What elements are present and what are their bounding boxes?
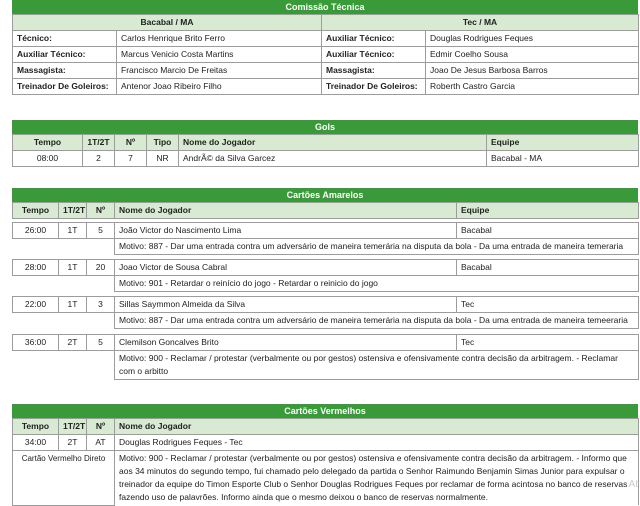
staff-name: Carlos Henrique Brito Ferro (117, 31, 322, 47)
staff-name: Edmir Coelho Sousa (426, 47, 639, 63)
card-time: 36:00 (13, 335, 59, 351)
col-equipe: Equipe (457, 203, 639, 219)
col-jogador: Nome do Jogador (179, 135, 487, 151)
card-team: Bacabal (457, 223, 639, 239)
card-player: João Victor do Nascimento Lima (115, 223, 457, 239)
card-number: 20 (87, 260, 115, 276)
card-time: 26:00 (13, 223, 59, 239)
table-row (13, 260, 639, 276)
staff-role: Massagista: (322, 63, 426, 79)
staff-role: Treinador De Goleiros: (322, 79, 426, 95)
yellow-card-entry (12, 296, 638, 329)
card-reason: Motivo: 900 - Reclamar / protestar (verbalmente ou por gestos) ostensiva e ofensivamente contra decisão da arbitragem. - Reclamar com o arbitto (115, 351, 639, 380)
col-jogador: Nome do Jogador (115, 203, 457, 219)
card-number: 5 (87, 335, 115, 351)
staff-role: Auxiliar Técnico: (322, 31, 426, 47)
card-team: Tec (457, 297, 639, 313)
col-periodo: 1T/2T (59, 419, 87, 435)
col-numero: Nº (115, 135, 147, 151)
col-tipo: Tipo (147, 135, 179, 151)
card-player: Sillas Saymmon Almeida da Silva (115, 297, 457, 313)
card-period: 2T (59, 335, 87, 351)
card-reason: Motivo: 887 - Dar uma entrada contra um adversário de maneira temerária na disputa da bola - Da uma entrada de maneira temeeraria (115, 313, 639, 329)
card-period: 2T (59, 435, 87, 451)
amarelos-header-table (12, 202, 639, 219)
cartoes-amarelos-section (12, 188, 638, 219)
gols-title: Gols (12, 120, 638, 134)
col-equipe: Equipe (487, 135, 639, 151)
yellow-card-entry (12, 222, 638, 255)
col-numero: Nº (87, 203, 115, 219)
table-row (13, 297, 639, 313)
goal-time: 08:00 (13, 151, 83, 167)
home-team-header: Bacabal / MA (13, 15, 322, 31)
col-jogador: Nome do Jogador (115, 419, 639, 435)
yellow-card-table (12, 296, 639, 329)
col-periodo: 1T/2T (59, 203, 87, 219)
table-row (13, 47, 639, 63)
staff-name: Francisco Marcio De Freitas (117, 63, 322, 79)
goal-type: NR (147, 151, 179, 167)
watermark-text: At (628, 479, 638, 490)
away-team-header: Tec / MA (322, 15, 639, 31)
card-number: 3 (87, 297, 115, 313)
staff-role: Treinador De Goleiros: (13, 79, 117, 95)
staff-name: Douglas Rodrigues Feques (426, 31, 639, 47)
card-number: 5 (87, 223, 115, 239)
card-player: Joao Victor de Sousa Cabral (115, 260, 457, 276)
card-time: 28:00 (13, 260, 59, 276)
col-tempo: Tempo (13, 419, 59, 435)
table-row (13, 31, 639, 47)
gols-table (12, 134, 639, 167)
yellow-card-entry (12, 334, 638, 380)
card-player: Douglas Rodrigues Feques - Tec (115, 435, 639, 451)
staff-role: Massagista: (13, 63, 117, 79)
goal-number: 7 (115, 151, 147, 167)
staff-role: Auxiliar Técnico: (322, 47, 426, 63)
yellow-card-table (12, 259, 639, 292)
goal-team: Bacabal - MA (487, 151, 639, 167)
yellow-card-table (12, 222, 639, 255)
staff-role: Auxiliar Técnico: (13, 47, 117, 63)
amarelos-title: Cartões Amarelos (12, 188, 638, 202)
card-number: AT (87, 435, 115, 451)
yellow-card-table (12, 334, 639, 380)
card-player: Clemilson Goncalves Brito (115, 335, 457, 351)
staff-name: Marcus Venicio Costa Martins (117, 47, 322, 63)
staff-name: Roberth Castro Garcia (426, 79, 639, 95)
cartoes-vermelhos-section (12, 404, 638, 506)
card-reason: Motivo: 900 - Reclamar / protestar (verbalmente ou por gestos) ostensiva e ofensivamente contra decisão da arbitragem. - Informo que aos 34 minutos do segundo tempo, fui chamado pelo delegado da partida o Senhor Raimundo Benjamin Simas Junior para expulsar o treinador da equipe do Timon Esporte Club o Senhor Douglas Rodrigues Feques por reclamar de forma acintosa no banco de reservas fazendo uso de palavrões. Informo ainda que o mesmo deixou o banco de reservas normalmente. (115, 451, 639, 506)
card-time: 22:00 (13, 297, 59, 313)
vermelhos-title: Cartões Vermelhos (12, 404, 638, 418)
card-period: 1T (59, 260, 87, 276)
card-team: Bacabal (457, 260, 639, 276)
comissao-tecnica-section (12, 0, 638, 95)
table-row (13, 79, 639, 95)
staff-name: Antenor Joao Ribeiro Filho (117, 79, 322, 95)
goal-player: AndrÃ© da Silva Garcez (179, 151, 487, 167)
red-card-type: Cartão Vermelho Direto (13, 451, 115, 506)
card-reason: Motivo: 887 - Dar uma entrada contra um adversário de maneira temerária na disputa da bola - Da uma entrada de maneira temeraria (115, 239, 639, 255)
table-row (13, 435, 639, 451)
col-tempo: Tempo (13, 135, 83, 151)
col-numero: Nº (87, 419, 115, 435)
table-row (13, 151, 639, 167)
card-period: 1T (59, 223, 87, 239)
staff-name: Joao De Jesus Barbosa Barros (426, 63, 639, 79)
col-periodo: 1T/2T (83, 135, 115, 151)
vermelhos-table (12, 418, 639, 506)
comissao-table (12, 14, 639, 95)
table-row (13, 335, 639, 351)
gols-section (12, 120, 638, 167)
table-row (13, 63, 639, 79)
comissao-title: Comissão Técnica (12, 0, 638, 14)
goal-period: 2 (83, 151, 115, 167)
yellow-card-entry (12, 259, 638, 292)
table-row (13, 223, 639, 239)
card-period: 1T (59, 297, 87, 313)
card-reason: Motivo: 901 - Retardar o reinício do jogo - Retardar o reinicio do jogo (115, 276, 639, 292)
col-tempo: Tempo (13, 203, 59, 219)
staff-role: Técnico: (13, 31, 117, 47)
card-time: 34:00 (13, 435, 59, 451)
card-team: Tec (457, 335, 639, 351)
